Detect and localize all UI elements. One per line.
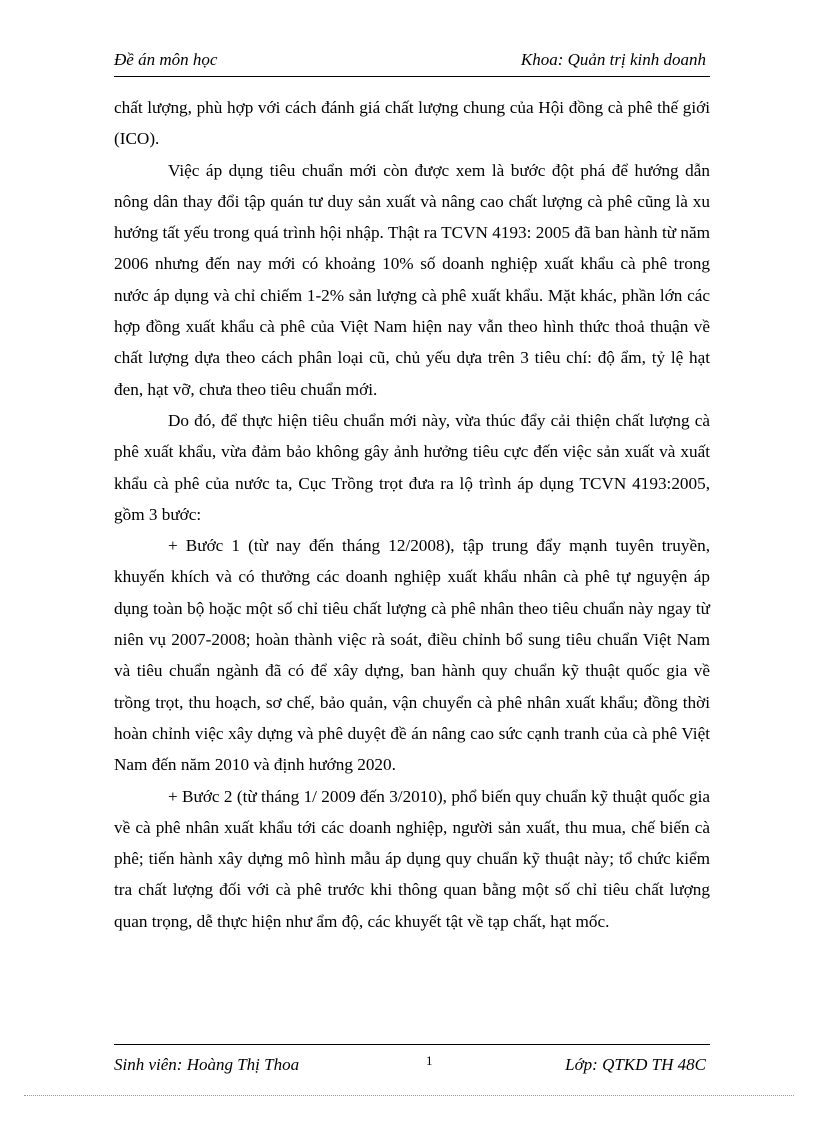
header-rule	[114, 76, 710, 77]
page-footer	[114, 1055, 710, 1077]
footer-student: Sinh viên: Hoàng Thị Thoa	[114, 1055, 300, 1074]
header-faculty: Khoa: Quản trị kinh doanh	[520, 50, 706, 69]
document-body	[114, 92, 710, 937]
paragraph-continued: chất lượng, phù hợp với cách đánh giá chất lượng chung của Hội đồng cà phê thế giới (ICO).	[114, 98, 710, 149]
paragraph: Việc áp dụng tiêu chuẩn mới còn được xem là bước đột phá để hướng dẫn nông dân thay đổi tập quán tư duy sản xuất và nâng cao chất lượng cà phê cũng là xu hướng tất yếu trong quá trình hội nhập. Thật ra TCVN 4193: 2005 đã ban hành từ năm 2006 nhưng đến nay mới có khoảng 10% số doanh nghiệp xuất khẩu cà phê trong nước áp dụng và chỉ chiếm 1-2% sản lượng cà phê xuất khẩu. Mặt khác, phần lớn các hợp đồng xuất khẩu cà phê của Việt Nam hiện nay vẫn theo hình thức thoả thuận về chất lượng dựa theo cách phân loại cũ, chủ yếu dựa trên 3 tiêu chí: độ ẩm, tỷ lệ hạt đen, hạt vỡ, chưa theo tiêu chuẩn mới.	[114, 160, 710, 399]
page-break-line	[24, 1095, 794, 1096]
page-header	[114, 50, 710, 72]
header-course-title: Đề án môn học	[114, 50, 218, 69]
footer-rule	[114, 1044, 710, 1045]
footer-class: Lớp: QTKD TH 48C	[565, 1055, 706, 1074]
paragraph-step-2: + Bước 2 (từ tháng 1/ 2009 đến 3/2010), phổ biến quy chuẩn kỹ thuật quốc gia về cà phê nhân xuất khẩu tới các doanh nghiệp, người sản xuất, thu mua, chế biến cà phê; tiến hành xây dựng mô hình mẫu áp dụng quy chuẩn kỹ thuật này; tổ chức kiểm tra chất lượng đối với cà phê trước khi thông quan bằng một số chỉ tiêu chất lượng quan trọng, dễ thực hiện như ẩm độ, các khuyết tật về tạp chất, hạt mốc.	[114, 786, 710, 931]
paragraph-step-1: + Bước 1 (từ nay đến tháng 12/2008), tập trung đẩy mạnh tuyên truyền, khuyến khích và có thưởng các doanh nghiệp xuất khẩu nhân cà phê tự nguyện áp dụng toàn bộ hoặc một số chỉ tiêu chất lượng cà phê nhân theo tiêu chuẩn này ngay từ niên vụ 2007-2008; hoàn thành việc rà soát, điều chỉnh bổ sung tiêu chuẩn Việt Nam và tiêu chuẩn ngành đã có để xây dựng, ban hành quy chuẩn kỹ thuật quốc gia về trồng trọt, thu hoạch, sơ chế, bảo quản, vận chuyển cà phê nhân xuất khẩu; đồng thời hoàn chỉnh việc xây dựng và phê duyệt đề án nâng cao sức cạnh tranh của cà phê Việt Nam đến năm 2010 và định hướng 2020.	[114, 536, 710, 775]
paragraph: Do đó, để thực hiện tiêu chuẩn mới này, vừa thúc đẩy cải thiện chất lượng cà phê xuất khẩu, vừa đảm bảo không gây ảnh hưởng tiêu cực đến việc sản xuất và xuất khẩu cà phê của nước ta, Cục Trồng trọt đưa ra lộ trình áp dụng TCVN 4193:2005, gồm 3 bước:	[114, 410, 710, 524]
page-number: 1	[426, 1053, 433, 1068]
